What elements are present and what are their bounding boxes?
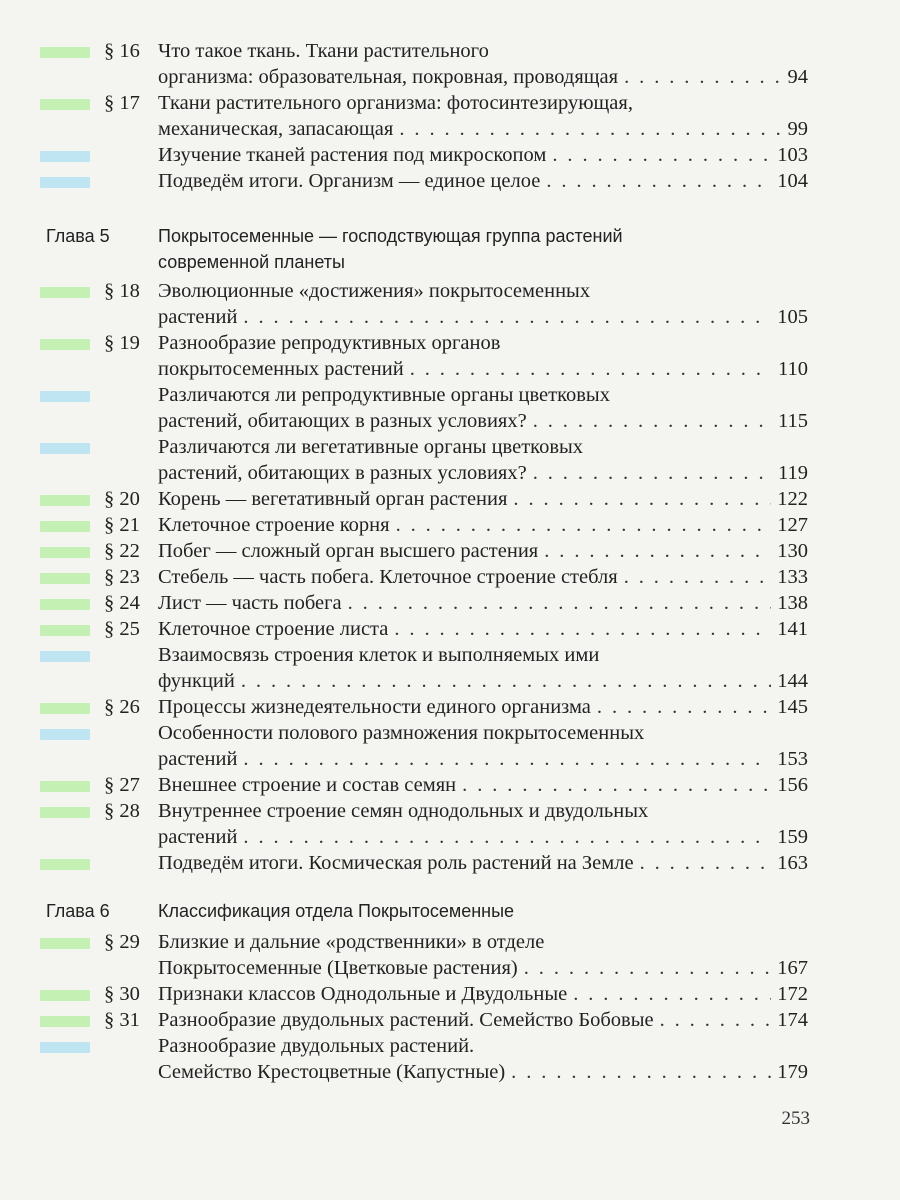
section-number: § 30 bbox=[104, 983, 140, 1005]
leader-dots bbox=[624, 564, 772, 590]
entry-page-number: 156 bbox=[777, 774, 808, 796]
entry-title-line: Различаются ли вегетативные органы цветковых bbox=[158, 436, 584, 458]
entry-title-line: Клеточное строение листа bbox=[158, 618, 389, 640]
highlight-marker bbox=[40, 547, 90, 558]
section-number: § 25 bbox=[104, 618, 140, 640]
entry-title-line: Эволюционные «достижения» покрытосеменных bbox=[158, 280, 591, 302]
highlight-marker bbox=[40, 651, 90, 662]
entry-title-line: Корень — вегетативный орган растения bbox=[158, 488, 508, 510]
highlight-marker bbox=[40, 1042, 90, 1053]
leader-dots bbox=[546, 168, 771, 194]
highlight-marker bbox=[40, 573, 90, 584]
leader-dots bbox=[243, 824, 771, 850]
section-number: § 16 bbox=[104, 40, 140, 62]
highlight-marker bbox=[40, 521, 90, 532]
entry-page-number: 99 bbox=[787, 118, 808, 140]
leader-dots bbox=[399, 116, 781, 142]
leader-dots bbox=[573, 981, 771, 1007]
entry-title-line: Семейство Крестоцветные (Капустные) bbox=[158, 1061, 506, 1083]
section-number: § 23 bbox=[104, 566, 140, 588]
chapter-5-label: Глава 5 bbox=[46, 226, 110, 246]
entry-page-number: 145 bbox=[777, 696, 808, 718]
leader-dots bbox=[243, 304, 771, 330]
entry-title-line: Признаки классов Однодольные и Двудольные bbox=[158, 983, 568, 1005]
entry-title-line: Подведём итоги. Организм — единое целое bbox=[158, 170, 541, 192]
entry-title-line: растений bbox=[158, 826, 238, 848]
entry-page-number: 130 bbox=[777, 540, 808, 562]
section-number: § 26 bbox=[104, 696, 140, 718]
leader-dots bbox=[552, 142, 771, 168]
highlight-marker bbox=[40, 599, 90, 610]
entry-page-number: 163 bbox=[777, 852, 808, 874]
leader-dots bbox=[462, 772, 771, 798]
section-number: § 18 bbox=[104, 280, 140, 302]
entry-title-line: растений bbox=[158, 748, 238, 770]
section-number: § 29 bbox=[104, 931, 140, 953]
highlight-marker bbox=[40, 287, 90, 298]
entry-title-line: Процессы жизнедеятельности единого организма bbox=[158, 696, 591, 718]
highlight-marker bbox=[40, 859, 90, 870]
chapter-title-line: Покрытосеменные — господствующая группа растений bbox=[158, 226, 623, 246]
entry-title-line: растений bbox=[158, 306, 238, 328]
entry-title-line: Внутреннее строение семян однодольных и двудольных bbox=[158, 800, 649, 822]
entry-title-line: Взаимосвязь строения клеток и выполняемых ими bbox=[158, 644, 600, 666]
entry-title-line: организма: образовательная, покровная, проводящая bbox=[158, 66, 619, 88]
page-number: 253 bbox=[781, 1108, 810, 1129]
highlight-marker bbox=[40, 391, 90, 402]
section-number: § 31 bbox=[104, 1009, 140, 1031]
entry-title-line: Различаются ли репродуктивные органы цветковых bbox=[158, 384, 610, 406]
section-number: § 17 bbox=[104, 92, 140, 114]
highlight-marker bbox=[40, 339, 90, 350]
leader-dots bbox=[660, 1007, 772, 1033]
entry-page-number: 159 bbox=[777, 826, 808, 848]
leader-dots bbox=[533, 408, 772, 434]
entry-title-line: Побег — сложный орган высшего растения bbox=[158, 540, 539, 562]
entry-page-number: 115 bbox=[778, 410, 808, 432]
entry-page-number: 122 bbox=[777, 488, 808, 510]
entry-page-number: 179 bbox=[777, 1061, 808, 1083]
leader-dots bbox=[624, 64, 781, 90]
entry-page-number: 174 bbox=[777, 1009, 808, 1031]
entry-page-number: 138 bbox=[777, 592, 808, 614]
entry-title-line: покрытосеменных растений bbox=[158, 358, 404, 380]
entry-page-number: 103 bbox=[777, 144, 808, 166]
entry-page-number: 167 bbox=[777, 957, 808, 979]
entry-title-line: Разнообразие двудольных растений. Семейство Бобовые bbox=[158, 1009, 654, 1031]
highlight-marker bbox=[40, 99, 90, 110]
highlight-marker bbox=[40, 151, 90, 162]
section-number: § 24 bbox=[104, 592, 140, 614]
chapter-title-line: современной планеты bbox=[158, 252, 345, 272]
entry-title-line: Лист — часть побега bbox=[158, 592, 342, 614]
entry-title-line: Внешнее строение и состав семян bbox=[158, 774, 457, 796]
leader-dots bbox=[544, 538, 771, 564]
entry-page-number: 153 bbox=[777, 748, 808, 770]
entry-page-number: 172 bbox=[777, 983, 808, 1005]
leader-dots bbox=[348, 590, 772, 616]
entry-title-line: растений, обитающих в разных условиях? bbox=[158, 410, 527, 432]
section-number: § 27 bbox=[104, 774, 140, 796]
leader-dots bbox=[241, 668, 771, 694]
section-number: § 21 bbox=[104, 514, 140, 536]
entry-title-line: Ткани растительного организма: фотосинтезирующая, bbox=[158, 92, 633, 114]
highlight-marker bbox=[40, 729, 90, 740]
highlight-marker bbox=[40, 625, 90, 636]
entry-title-line: механическая, запасающая bbox=[158, 118, 394, 140]
leader-dots bbox=[640, 850, 772, 876]
highlight-marker bbox=[40, 703, 90, 714]
leader-dots bbox=[410, 356, 772, 382]
entry-page-number: 105 bbox=[777, 306, 808, 328]
entry-page-number: 144 bbox=[777, 670, 808, 692]
chapter-6-label: Глава 6 bbox=[46, 901, 110, 921]
entry-page-number: 127 bbox=[777, 514, 808, 536]
highlight-marker bbox=[40, 781, 90, 792]
highlight-marker bbox=[40, 938, 90, 949]
leader-dots bbox=[597, 694, 771, 720]
leader-dots bbox=[524, 955, 772, 981]
entry-page-number: 141 bbox=[777, 618, 808, 640]
entry-title-line: Изучение тканей растения под микроскопом bbox=[158, 144, 547, 166]
entry-title-line: Особенности полового размножения покрытосеменных bbox=[158, 722, 645, 744]
leader-dots bbox=[396, 512, 772, 538]
entry-title-line: Разнообразие двудольных растений. bbox=[158, 1035, 475, 1057]
highlight-marker bbox=[40, 177, 90, 188]
leader-dots bbox=[394, 616, 771, 642]
entry-title-line: функций bbox=[158, 670, 235, 692]
entry-title-line: Стебель — часть побега. Клеточное строение стебля bbox=[158, 566, 618, 588]
entry-title-line: Разнообразие репродуктивных органов bbox=[158, 332, 501, 354]
entry-title-line: Что такое ткань. Ткани растительного bbox=[158, 40, 489, 62]
section-number: § 28 bbox=[104, 800, 140, 822]
entry-page-number: 104 bbox=[777, 170, 808, 192]
entry-title-line: растений, обитающих в разных условиях? bbox=[158, 462, 527, 484]
entry-title-line: Покрытосеменные (Цветковые растения) bbox=[158, 957, 518, 979]
entry-title-line: Клеточное строение корня bbox=[158, 514, 390, 536]
highlight-marker bbox=[40, 47, 90, 58]
entry-page-number: 94 bbox=[787, 66, 808, 88]
section-number: § 19 bbox=[104, 332, 140, 354]
entry-title-line: Близкие и дальние «родственники» в отделе bbox=[158, 931, 545, 953]
leader-dots bbox=[513, 486, 771, 512]
section-number: § 22 bbox=[104, 540, 140, 562]
highlight-marker bbox=[40, 990, 90, 1001]
highlight-marker bbox=[40, 495, 90, 506]
leader-dots bbox=[533, 460, 772, 486]
entry-title-line: Подведём итоги. Космическая роль растений на Земле bbox=[158, 852, 634, 874]
highlight-marker bbox=[40, 443, 90, 454]
entry-page-number: 110 bbox=[778, 358, 808, 380]
entry-page-number: 119 bbox=[778, 462, 808, 484]
leader-dots bbox=[243, 746, 771, 772]
entry-page-number: 133 bbox=[777, 566, 808, 588]
leader-dots bbox=[511, 1059, 771, 1085]
highlight-marker bbox=[40, 1016, 90, 1027]
section-number: § 20 bbox=[104, 488, 140, 510]
chapter-title-line: Классификация отдела Покрытосеменные bbox=[158, 901, 515, 921]
highlight-marker bbox=[40, 807, 90, 818]
